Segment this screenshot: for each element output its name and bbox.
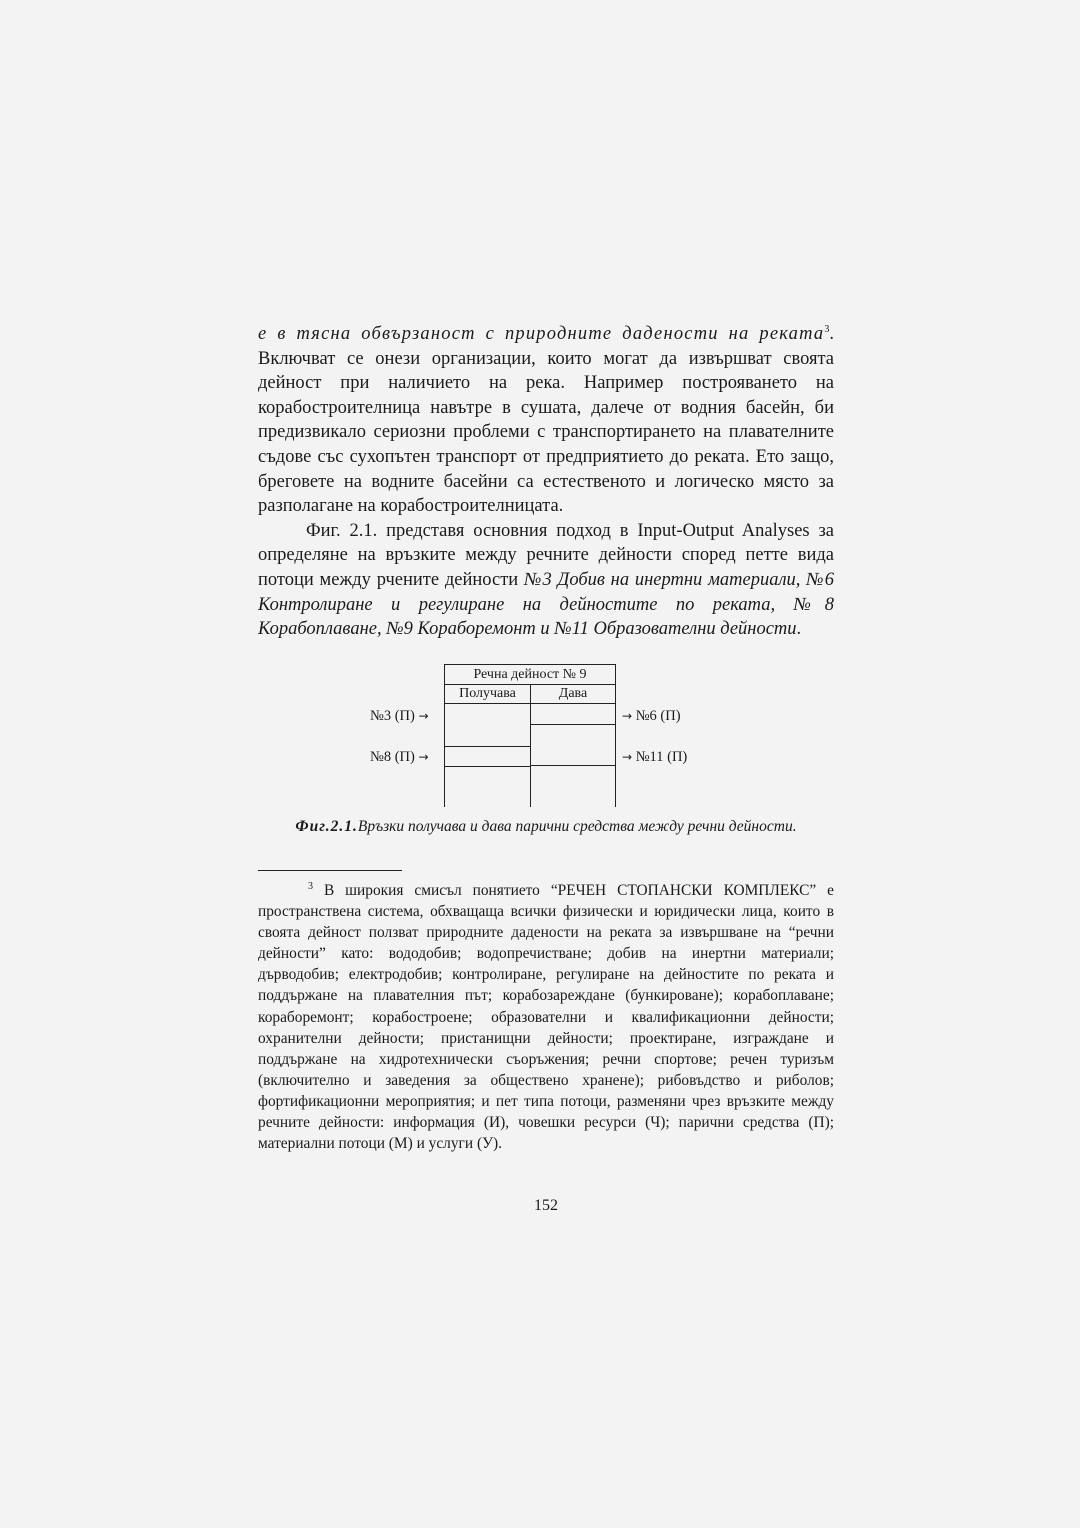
page-content xyxy=(258,322,834,1214)
footnote-text: В широкия смисъл понятието “РЕЧЕН СТОПАНСКИ КОМПЛЕКС” е пространствена система, обхващаща всички физически и юридически лица, които в своята дейност ползват природните дадености на реката за извършване на “речни дейности” като: вододобив; водопречистване; добив на инертни материали; дърводобив; електродобив; контролиране, регулиране на дейностите по реката и поддържане на плавателния път; корабозареждане (бункироване); корабоплаване; кораборемонт; корабостроене; образователни и квалификационни дейности; охранителни дейности; пристанищни дейности; проектиране, изграждане и поддържане на хидротехнически съоръжения; речни спортове; речен туризъм (включително и заведения за обществено хранене); рибовъдство и риболов; фортификационни мероприятия; и пет типа потоци, разменяни чрез връзките между речните дейности: информация (И), човешки ресурси (Ч); парични средства (П); материални потоци (М) и услуги (У). xyxy=(258,882,834,1153)
paragraph-1 xyxy=(258,322,834,519)
give-box-2 xyxy=(531,765,615,766)
arrow-right-icon: → xyxy=(418,709,429,723)
give-box-1 xyxy=(531,705,615,725)
paragraph-1-italic: е в тясна обвързаност с природните дадености на реката xyxy=(258,324,825,344)
paragraph-2-italic: №3 Добив на инертни материали, №6 Контролиране и регулиране на дейностите по реката, №8 Корабоплаване, №9 Кораборемонт и №11 Образователни дейности xyxy=(258,569,834,640)
paragraph-2-end: . xyxy=(796,619,802,640)
receive-box-2 xyxy=(445,746,530,767)
figure-2-1 xyxy=(258,664,834,809)
arrow-right-icon: → xyxy=(622,709,633,723)
flow-table xyxy=(444,664,616,807)
paragraph-2 xyxy=(258,519,834,642)
caption-text: Връзки получава и дава парични средства между речни дейности. xyxy=(357,818,797,835)
arrow-right-icon: → xyxy=(622,750,633,764)
input-2-text: №8 (П) xyxy=(370,749,415,765)
output-label-2 xyxy=(622,748,687,766)
output-2-text: №11 (П) xyxy=(635,749,688,765)
column-give: Дава xyxy=(531,684,615,704)
footnote xyxy=(258,880,834,1154)
paragraph-2-text: Фиг. 2.1. представя основния подход в Input-Output Analyses за определяне на връзките между речните дейности според петте вида потоци между рчените дейности xyxy=(258,520,834,590)
column-divider xyxy=(530,684,531,807)
footnote-body xyxy=(258,880,834,1154)
footnote-ref[interactable]: 3 xyxy=(824,323,830,335)
caption-label: Фиг.2.1. xyxy=(295,818,358,835)
page-number: 152 xyxy=(534,1197,558,1214)
figure-caption xyxy=(258,816,834,837)
footnote-mark: 3 xyxy=(308,880,313,892)
footnote-rule xyxy=(258,870,402,871)
output-1-text: №6 (П) xyxy=(635,708,681,724)
table-title: Речна дейност № 9 xyxy=(445,664,615,685)
input-label-2 xyxy=(370,748,429,766)
column-receive: Получава xyxy=(445,684,530,704)
input-label-1 xyxy=(370,707,429,725)
paragraph-1-text: . Включват се онези организации, които могат да извършват своята дейност при наличието на река. Например построяването на корабостроителница навътре в сушата, далече от водния басейн, би предизвикало сериозни проблеми с транспортирането на плавателните съдове със сухопътен транспорт от предприятието до реката. Ето защо, бреговете на водните басейни са естественото и логическо място за разполагане на корабостроителницата. xyxy=(258,324,834,517)
arrow-right-icon: → xyxy=(418,750,429,764)
output-label-1 xyxy=(622,707,681,725)
input-1-text: №3 (П) xyxy=(370,708,415,724)
